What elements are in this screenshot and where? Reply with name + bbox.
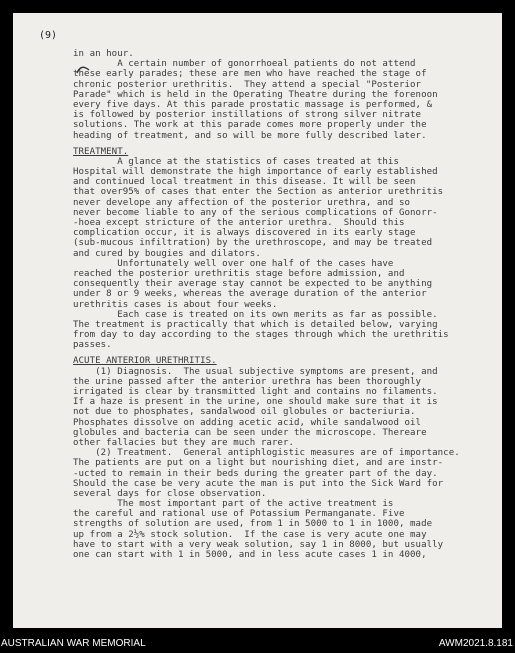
text-line: The treatment is practically that which is detailed below, varying — [73, 319, 438, 330]
text-line: Unfortunately well over one half of the cases have — [73, 258, 394, 269]
text-line: Phosphates dissolve on adding acetic acid, while sandalwood oil — [73, 417, 422, 428]
text-line: that over95% of cases that enter the Section as anterior urethritis — [73, 187, 444, 198]
page-number: (9) — [39, 30, 58, 41]
text-line: reached the posterior urethritis stage before admission, and — [73, 268, 405, 279]
text-line: heading of treatment, and so will be more fully described later. — [73, 130, 427, 141]
text-line: every five days. At this parade prostatic massage is performed, & — [73, 99, 433, 110]
text-line: The patients are put on a light but nourishing diet, and are instr- — [73, 458, 444, 469]
text-line: under 8 or 9 weeks, whereas the average duration of the anterior — [73, 289, 427, 300]
text-line: one can start with 1 in 5000, and in less acute cases 1 in 4000, — [73, 550, 427, 560]
text-line: consequently their average stay cannot be expected to be anything — [73, 279, 433, 290]
text-line: these early parades; these are men who have reached the stage of — [73, 69, 427, 80]
text-line: Hospital will demonstrate the high importance of early established — [73, 167, 438, 178]
text-line: in an hour. — [73, 49, 134, 59]
text-line: the careful and rational use of Potassium Permanganate. Five — [73, 509, 405, 520]
document-page — [13, 13, 502, 628]
text-line: -hoea except stricture of the anterior urethra. Should this — [73, 218, 405, 228]
text-line: complication occur, it is always discovered in its early stage — [73, 228, 416, 239]
text-line: chronic posterior urethritis. They attend a special "Posterior — [73, 79, 422, 90]
footer-reference: AWM2021.8.181 — [438, 638, 513, 649]
text-line: never become liable to any of the serious complications of Gonorr- — [73, 207, 438, 218]
text-line: not due to phosphates, sandalwood oil globules or bacteriuria. — [73, 407, 416, 418]
text-line: never develope any affection of the posterior urethra, and so — [73, 197, 411, 208]
text-line: Should the case be very acute the man is put into the Sick Ward for — [73, 478, 444, 489]
text-line: A glance at the statistics of cases treated at this — [73, 156, 399, 167]
text-line: urethritis cases is about four weeks. — [73, 299, 278, 310]
section-heading: TREATMENT. — [73, 146, 129, 157]
text-line: (2) Treatment. General antiphlogistic measures are of importance. — [73, 448, 460, 459]
text-line: have to start with a very weak solution, say 1 in 8000, but usually — [73, 539, 444, 550]
text-line: other fallacies but they are much rarer. — [73, 437, 294, 448]
text-line: globules and bacteria can be seen under the microscope. Thereare — [73, 427, 427, 438]
footer-institution: AUSTRALIAN WAR MEMORIAL — [1, 638, 146, 649]
text-line: -ucted to remain in their beds during the greater part of the day. — [73, 468, 438, 479]
text-line: Parade" which is held in the Operating Theatre during the forenoon — [73, 89, 438, 100]
text-line: Each case is treated on its own merits as far as possible. — [73, 309, 438, 320]
text-line: the urine passed after the anterior urethra has been thoroughly — [73, 376, 422, 387]
text-line: up from a 2½% stock solution. If the case is very acute one may — [73, 529, 427, 540]
text-line: and continued local treatment in this disease. It will be seen — [73, 177, 416, 188]
archive-footer — [0, 634, 515, 653]
text-line: irrigated is clear by transmitted light and contains no filaments. — [73, 387, 438, 397]
text-line: (sub-mucous infiltration) by the urethroscope, and may be treated — [73, 238, 433, 249]
text-line: solutions. The work at this parade comes more properly under the — [73, 120, 427, 131]
text-line: and cured by bougies and dilators. — [73, 248, 261, 259]
text-line: A certain number of gonorrhoeal patients do not attend — [73, 59, 416, 70]
text-line: is followed by posterior instillations of strong silver nitrate — [73, 110, 422, 121]
text-line: (1) Diagnosis. The usual subjective symptoms are present, and — [73, 366, 438, 377]
text-line: passes. — [73, 340, 112, 351]
typed-text-body — [73, 49, 493, 560]
text-line: If a haze is present in the urine, one should make sure that it is — [73, 397, 438, 408]
text-line: several days for close observation. — [73, 488, 267, 499]
text-line: from day to day according to the stages through which the urethritis — [73, 330, 449, 341]
text-line: strengths of solution are used, from 1 in 5000 to 1 in 1000, made — [73, 519, 433, 530]
section-heading: ACUTE ANTERIOR URETHRITIS. — [73, 356, 217, 367]
text-line: The most important part of the active treatment is — [73, 499, 394, 510]
